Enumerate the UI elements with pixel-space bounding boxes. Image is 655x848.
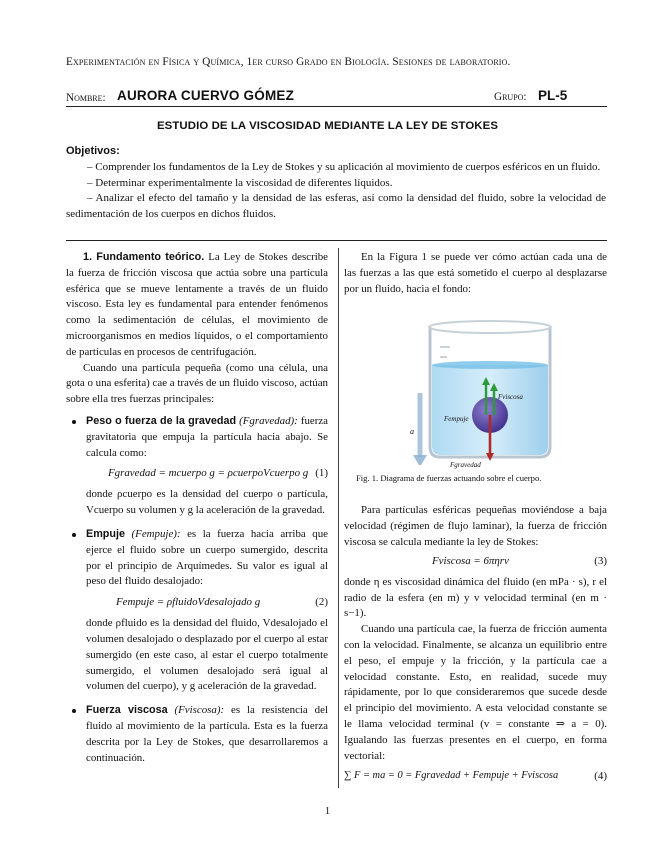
objectives-rule bbox=[66, 240, 607, 241]
equation-3-expr: Fviscosa = 6πηrv bbox=[432, 554, 509, 567]
equation-3 bbox=[344, 551, 607, 575]
objective-item: – Comprender los fundamentos de la Ley de Stokes y su aplicación al movimiento de cuerpos esféricos en un fluido. bbox=[87, 161, 601, 173]
page-number: 1 bbox=[324, 806, 331, 817]
section-title: 1. Fundamento teórico. bbox=[83, 251, 205, 263]
objectives-list bbox=[66, 160, 606, 222]
equation-2 bbox=[86, 590, 328, 616]
figure-1 bbox=[344, 297, 607, 470]
group-value: PL-5 bbox=[538, 88, 568, 103]
objective-item: – Analizar el efecto del tamaño y la densidad de las esferas, así como la densidad del fluido, sobre la velocidad de sedimentación de los cuerpos en dichos fluidos. bbox=[66, 192, 606, 220]
objective-item: – Determinar experimentalmente la viscosidad de diferentes líquidos. bbox=[87, 176, 393, 189]
label-empuje: Fempuje bbox=[444, 415, 469, 424]
bullet-viscous-desc: es la resistencia del fluido al movimiento de la partícula. Esta es la fuerza descrita por la Ley de Stokes, que desarrollaremos a continuación. bbox=[86, 704, 328, 764]
page-title: ESTUDIO DE LA VISCOSIDAD MEDIANTE LA LEY DE STOKES bbox=[156, 120, 499, 132]
equation-2-expr: Fempuje = ρfluidoVdesalojado g bbox=[116, 596, 261, 609]
bullet-gravity bbox=[66, 414, 328, 519]
acceleration-arrowhead bbox=[413, 455, 427, 465]
course-header: Experimentación en Física y Química, 1er curso Grado en Biología. Sesiones de laboratorio. bbox=[66, 56, 511, 68]
bullet-buoyancy-text bbox=[86, 527, 328, 590]
beaker-rim bbox=[429, 321, 551, 333]
beaker-diagram bbox=[344, 297, 607, 465]
bullet-buoyancy bbox=[66, 527, 328, 695]
bullet-viscous-text bbox=[86, 703, 328, 766]
bullet-gravity-text bbox=[86, 414, 328, 461]
bullet-dot bbox=[72, 420, 76, 424]
header-rule bbox=[66, 106, 607, 107]
student-name: AURORA CUERVO GÓMEZ bbox=[117, 88, 295, 103]
bullet-viscous-title: Fuerza viscosa bbox=[86, 704, 168, 717]
equation-3-number: (3) bbox=[594, 554, 607, 567]
bullet-buoyancy-title: Empuje bbox=[86, 527, 125, 540]
equation-4 bbox=[344, 764, 607, 790]
bullet-viscous-symbol: (Fviscosa): bbox=[174, 704, 225, 717]
column-divider bbox=[338, 248, 339, 788]
label-gravedad: Fgravedad bbox=[450, 461, 481, 470]
name-label-text: Nombre: bbox=[66, 92, 106, 104]
bullet-gravity-title: Peso o fuerza de la gravedad bbox=[86, 414, 237, 427]
bullet-buoyancy-desc: es la fuerza hacia arriba que ejerce el fluido sobre un cuerpo sumergido, descrita por el principio de Arquímedes. Su valor es igual al peso del fluido desalojado: bbox=[86, 527, 328, 588]
stokes-intro: Para partículas esféricas pequeñas moviéndose a baja velocidad (régimen de flujo laminar), la fuerza de fricción viscosa se calcula mediante la ley de Stokes: bbox=[344, 504, 607, 548]
intro-text: La Ley de Stokes describe la fuerza de fricción viscosa que actúa sobre una partícula esférica que se mueve lentamente a través de un fluido viscoso. Esta ley es fundamental para entender fenómenos como la sedimentación de células, el movimiento de microorganismos en medios líquidos, o el comportamiento de partículas en procesos de centrifugación. bbox=[66, 251, 328, 358]
bullet-viscous bbox=[66, 703, 328, 766]
liquid-surface bbox=[432, 361, 548, 369]
figure-caption: Fig. 1. Diagrama de fuerzas actuando sobre el cuerpo. bbox=[356, 473, 542, 484]
equation-1-expr: Fgravedad = mcuerpo g = ρcuerpoVcuerpo g bbox=[108, 467, 309, 480]
bullet-dot bbox=[72, 533, 76, 537]
left-column bbox=[66, 250, 328, 766]
forces-intro: Cuando una partícula pequeña (como una célula, una gota o una esferita) cae a través de un fluido viscoso, actúan sobre ella tres fuerzas principales: bbox=[66, 361, 328, 406]
equation-4-number: (4) bbox=[594, 770, 607, 783]
label-viscosa: Fviscosa bbox=[498, 393, 523, 402]
figure-intro: En la Figura 1 se puede ver cómo actúan cada una de las fuerzas a las que está sometido el cuerpo al desplazarse por un fluido, hacia el fondo: bbox=[344, 251, 607, 295]
equation-2-number: (2) bbox=[315, 596, 328, 609]
equation-1-number: (1) bbox=[315, 467, 328, 480]
right-column bbox=[344, 250, 607, 790]
bullet-buoyancy-symbol: (Fempuje): bbox=[131, 527, 181, 540]
label-acceleration: a bbox=[410, 427, 414, 437]
bullet-gravity-symbol: (Fgravedad): bbox=[239, 414, 298, 427]
stokes-variables: donde η es viscosidad dinámica del fluido (en mPa · s), r el radio de la esfera (en m) y v velocidad terminal (en m · s−1). bbox=[344, 575, 607, 620]
name-label bbox=[66, 91, 106, 104]
bullet-dot bbox=[72, 709, 76, 713]
bullet-gravity-after: donde ρcuerpo es la densidad del cuerpo o partícula, Vcuerpo su volumen y g la aceleración de la gravedad. bbox=[86, 488, 328, 517]
objectives-heading: Objetivos: bbox=[66, 145, 120, 157]
bullet-buoyancy-after: donde ρfluido es la densidad del fluido, Vdesalojado el volumen desalojado o desplazado por el cuerpo al estar sumergido (en este caso, al estar el cuerpo totalmente sumergido, el volumen desalojado será igual al volumen del cuerpo), y g aceleración de la gravedad. bbox=[86, 617, 328, 693]
equation-4-expr: ∑ F = ma = 0 = Fgravedad + Fempuje + Fviscosa bbox=[344, 770, 559, 782]
equation-1 bbox=[86, 461, 328, 487]
section-intro bbox=[66, 250, 328, 361]
terminal-velocity-text: Cuando una partícula cae, la fuerza de fricción aumenta con la velocidad. Finalmente, se alcanza un equilibrio entre el peso, el empuje y la fricción, y la partícula cae a velocidad constante. Esto, en realidad, sucede muy rápidamente, por lo que consideraremos que sucede desde el principio del movimiento. A esta velocidad constante se le llama velocidad terminal (v = constante ⇒ a = 0). Igualando las fuerzas presentes en el cuerpo, en forma vectorial: bbox=[344, 623, 607, 762]
bullet-gravity-desc: fuerza gravitatoria que empuja la partícula hacia abajo. Se calcula como: bbox=[86, 414, 329, 459]
group-label: Grupo: bbox=[494, 91, 527, 103]
